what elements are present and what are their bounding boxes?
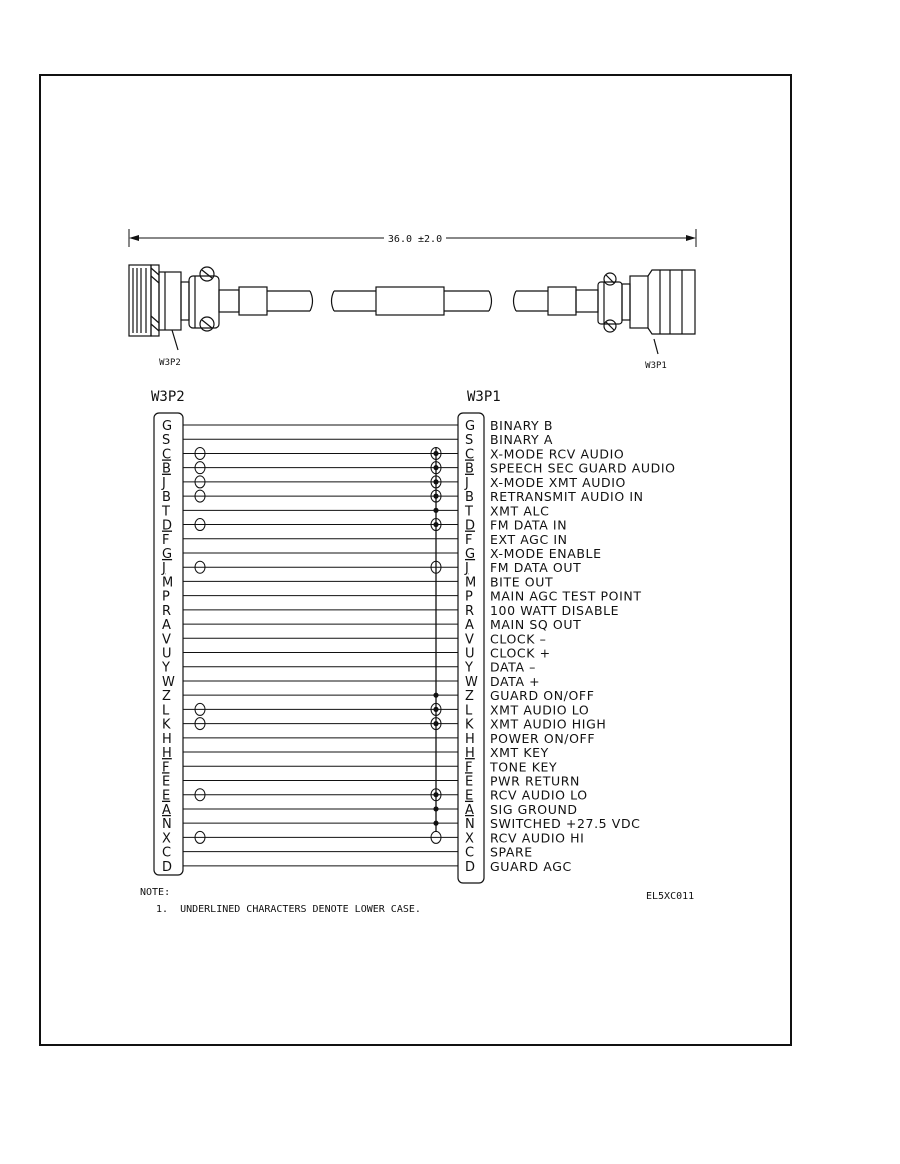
signal-label: RCV AUDIO HI: [490, 830, 585, 846]
w3p1-pin-letter: C: [465, 845, 475, 861]
w3p2-pin-letter: M: [162, 575, 174, 591]
signal-label: FM DATA OUT: [490, 560, 582, 576]
shield-junction-dot: [433, 465, 438, 470]
shield-junction-dot: [433, 451, 438, 456]
w3p2-pin-letter: F: [162, 532, 170, 548]
w3p2-pin-letter: F: [162, 760, 170, 776]
w3p2-pin-letter: E: [162, 788, 171, 804]
w3p2-pin-letter: C: [162, 845, 172, 861]
w3p1-pin-letter: G: [465, 546, 476, 562]
w3p1-pin-letter: J: [465, 475, 469, 491]
w3p2-pin-letter: D: [162, 859, 173, 875]
signal-label: XMT KEY: [490, 745, 549, 761]
w3p1-pin-letter: R: [465, 603, 475, 619]
shield-junction-dot: [433, 479, 438, 484]
w3p1-pin-letter: F: [465, 532, 473, 548]
w3p1-pin-letter: K: [465, 717, 474, 733]
w3p1-pin-letter: E: [465, 788, 474, 804]
w3p2-pin-letter: P: [162, 589, 170, 605]
w3p2-pin-letter: K: [162, 717, 171, 733]
w3p2-pin-letter: B: [162, 490, 171, 506]
signal-label: CLOCK +: [490, 645, 551, 661]
wiring-row: [162, 489, 644, 505]
dimension-label: 36.0 ±2.0: [387, 234, 443, 245]
signal-label: TONE KEY: [490, 759, 558, 775]
w3p1-pin-letter: D: [465, 859, 476, 875]
w3p2-pin-letter: A: [162, 802, 171, 818]
wiring-row: [161, 660, 536, 676]
w3p2-pin-letter: X: [162, 831, 171, 847]
signal-label: FM DATA IN: [490, 517, 568, 533]
w3p2-pin-letter: T: [162, 504, 170, 520]
wiring-row: [162, 859, 572, 875]
signal-label: X-MODE RCV AUDIO: [490, 446, 625, 462]
w3p2-pin-letter: A: [162, 618, 171, 634]
signal-label: EXT AGC IN: [490, 531, 568, 547]
shield-junction-dot: [433, 693, 438, 698]
w3p1-pin-letter: Y: [465, 660, 473, 676]
wiring-row: [162, 845, 533, 861]
w3p1-pin-letter: B: [465, 490, 474, 506]
w3p1-pin-letter: S: [465, 433, 474, 449]
shield-junction-dot: [433, 707, 438, 712]
w3p2-pin-letter: J: [162, 561, 166, 577]
note-title: NOTE:: [140, 887, 171, 898]
signal-label: BINARY A: [490, 432, 554, 448]
signal-label: GUARD ON/OFF: [490, 688, 595, 704]
w3p2-pin-letter: G: [162, 419, 173, 434]
w3p1-pin-letter: B: [465, 461, 474, 477]
w3p2-connector-label: W3P2: [159, 358, 181, 368]
w3p2-pin-letter: H: [162, 731, 172, 747]
drawing-code: EL5XC011: [646, 891, 695, 902]
signal-label: SPARE: [490, 844, 533, 860]
wiring-row: [162, 631, 546, 647]
w3p2-header: W3P2: [151, 389, 185, 405]
signal-label: GUARD AGC: [490, 858, 572, 874]
w3p1-pin-letter: J: [465, 561, 469, 577]
w3p1-pin-letter: H: [465, 731, 475, 747]
w3p1-pin-letter: P: [465, 589, 473, 605]
w3p1-pin-letter: L: [465, 703, 473, 719]
w3p2-pin-letter: E: [162, 774, 171, 790]
w3p2-pin-letter: B: [162, 461, 171, 477]
w3p1-pin-letter: F: [465, 760, 473, 776]
signal-label: BINARY B: [490, 418, 554, 433]
signal-label: DATA +: [490, 673, 541, 689]
signal-label: MAIN AGC TEST POINT: [490, 588, 642, 604]
w3p2-pin-letter: U: [162, 646, 172, 662]
w3p1-pin-letter: V: [465, 632, 474, 648]
w3p1-pin-letter: A: [465, 618, 474, 634]
signal-label: XMT ALC: [490, 503, 550, 519]
signal-label: CLOCK –: [490, 631, 547, 647]
signal-label: 100 WATT DISABLE: [490, 602, 620, 618]
w3p2-pin-letter: Z: [162, 689, 171, 705]
w3p1-pin-letter: E: [465, 774, 474, 790]
signal-label: DATA –: [490, 659, 537, 675]
w3p1-pin-letter: N: [465, 817, 475, 833]
w3p1-pin-letter: Z: [465, 689, 474, 705]
w3p1-pin-letter: X: [465, 831, 474, 847]
w3p1-pin-letter: W: [465, 674, 478, 690]
w3p1-pin-letter: C: [465, 447, 475, 463]
signal-label: RETRANSMIT AUDIO IN: [490, 489, 644, 505]
w3p2-pin-letter: V: [162, 632, 171, 648]
signal-label: PWR RETURN: [490, 773, 580, 789]
shield-junction-dot: [433, 494, 438, 499]
signal-label: XMT AUDIO LO: [490, 702, 590, 718]
w3p1-pin-letter: D: [465, 518, 476, 534]
shield-junction-dot: [433, 821, 438, 826]
w3p1-pin-letter: U: [465, 646, 475, 662]
shield-junction-dot: [433, 508, 438, 513]
w3p1-pin-letter: A: [465, 802, 474, 818]
w3p1-connector-drawing: [514, 270, 696, 354]
shield-junction-dot: [433, 522, 438, 527]
w3p1-pin-letter: G: [465, 419, 476, 434]
signal-label: RCV AUDIO LO: [490, 787, 588, 803]
signal-label: SIG GROUND: [490, 801, 578, 817]
w3p2-pin-letter: D: [162, 518, 173, 534]
w3p2-pin-letter: W: [162, 674, 175, 690]
w3p2-pin-letter: R: [162, 603, 172, 619]
w3p2-pin-letter: J: [162, 475, 166, 491]
signal-label: BITE OUT: [490, 574, 554, 590]
cable-middle-section: [332, 287, 492, 315]
wiring-rows: [161, 418, 676, 875]
w3p2-pin-letter: C: [162, 447, 172, 463]
shield-junction-dot: [433, 721, 438, 726]
w3p1-connector-label: W3P1: [645, 361, 667, 371]
w3p2-pin-letter: Y: [162, 660, 170, 676]
w3p1-pin-letter: M: [465, 575, 477, 591]
w3p2-pin-letter: G: [162, 546, 173, 562]
signal-label: X-MODE ENABLE: [490, 545, 602, 561]
w3p2-pin-letter: S: [162, 433, 171, 449]
w3p2-pin-letter: N: [162, 817, 172, 833]
note-text: 1. UNDERLINED CHARACTERS DENOTE LOWER CASE.: [156, 904, 421, 915]
signal-label: SWITCHED +27.5 VDC: [490, 816, 641, 832]
signal-label: XMT AUDIO HIGH: [490, 716, 607, 732]
w3p1-pin-letter: H: [465, 746, 475, 762]
w3p1-pin-letter: T: [465, 504, 473, 520]
w3p1-header: W3P1: [467, 389, 501, 405]
w3p2-pin-letter: H: [162, 746, 172, 762]
signal-label: MAIN SQ OUT: [490, 617, 582, 633]
shield-junction-dot: [433, 792, 438, 797]
signal-label: SPEECH SEC GUARD AUDIO: [490, 460, 676, 476]
w3p2-pin-letter: L: [162, 703, 170, 719]
w3p2-connector-drawing: [129, 265, 313, 350]
shield-junction-dot: [433, 806, 438, 811]
signal-label: POWER ON/OFF: [490, 730, 596, 746]
signal-label: X-MODE XMT AUDIO: [490, 474, 626, 490]
